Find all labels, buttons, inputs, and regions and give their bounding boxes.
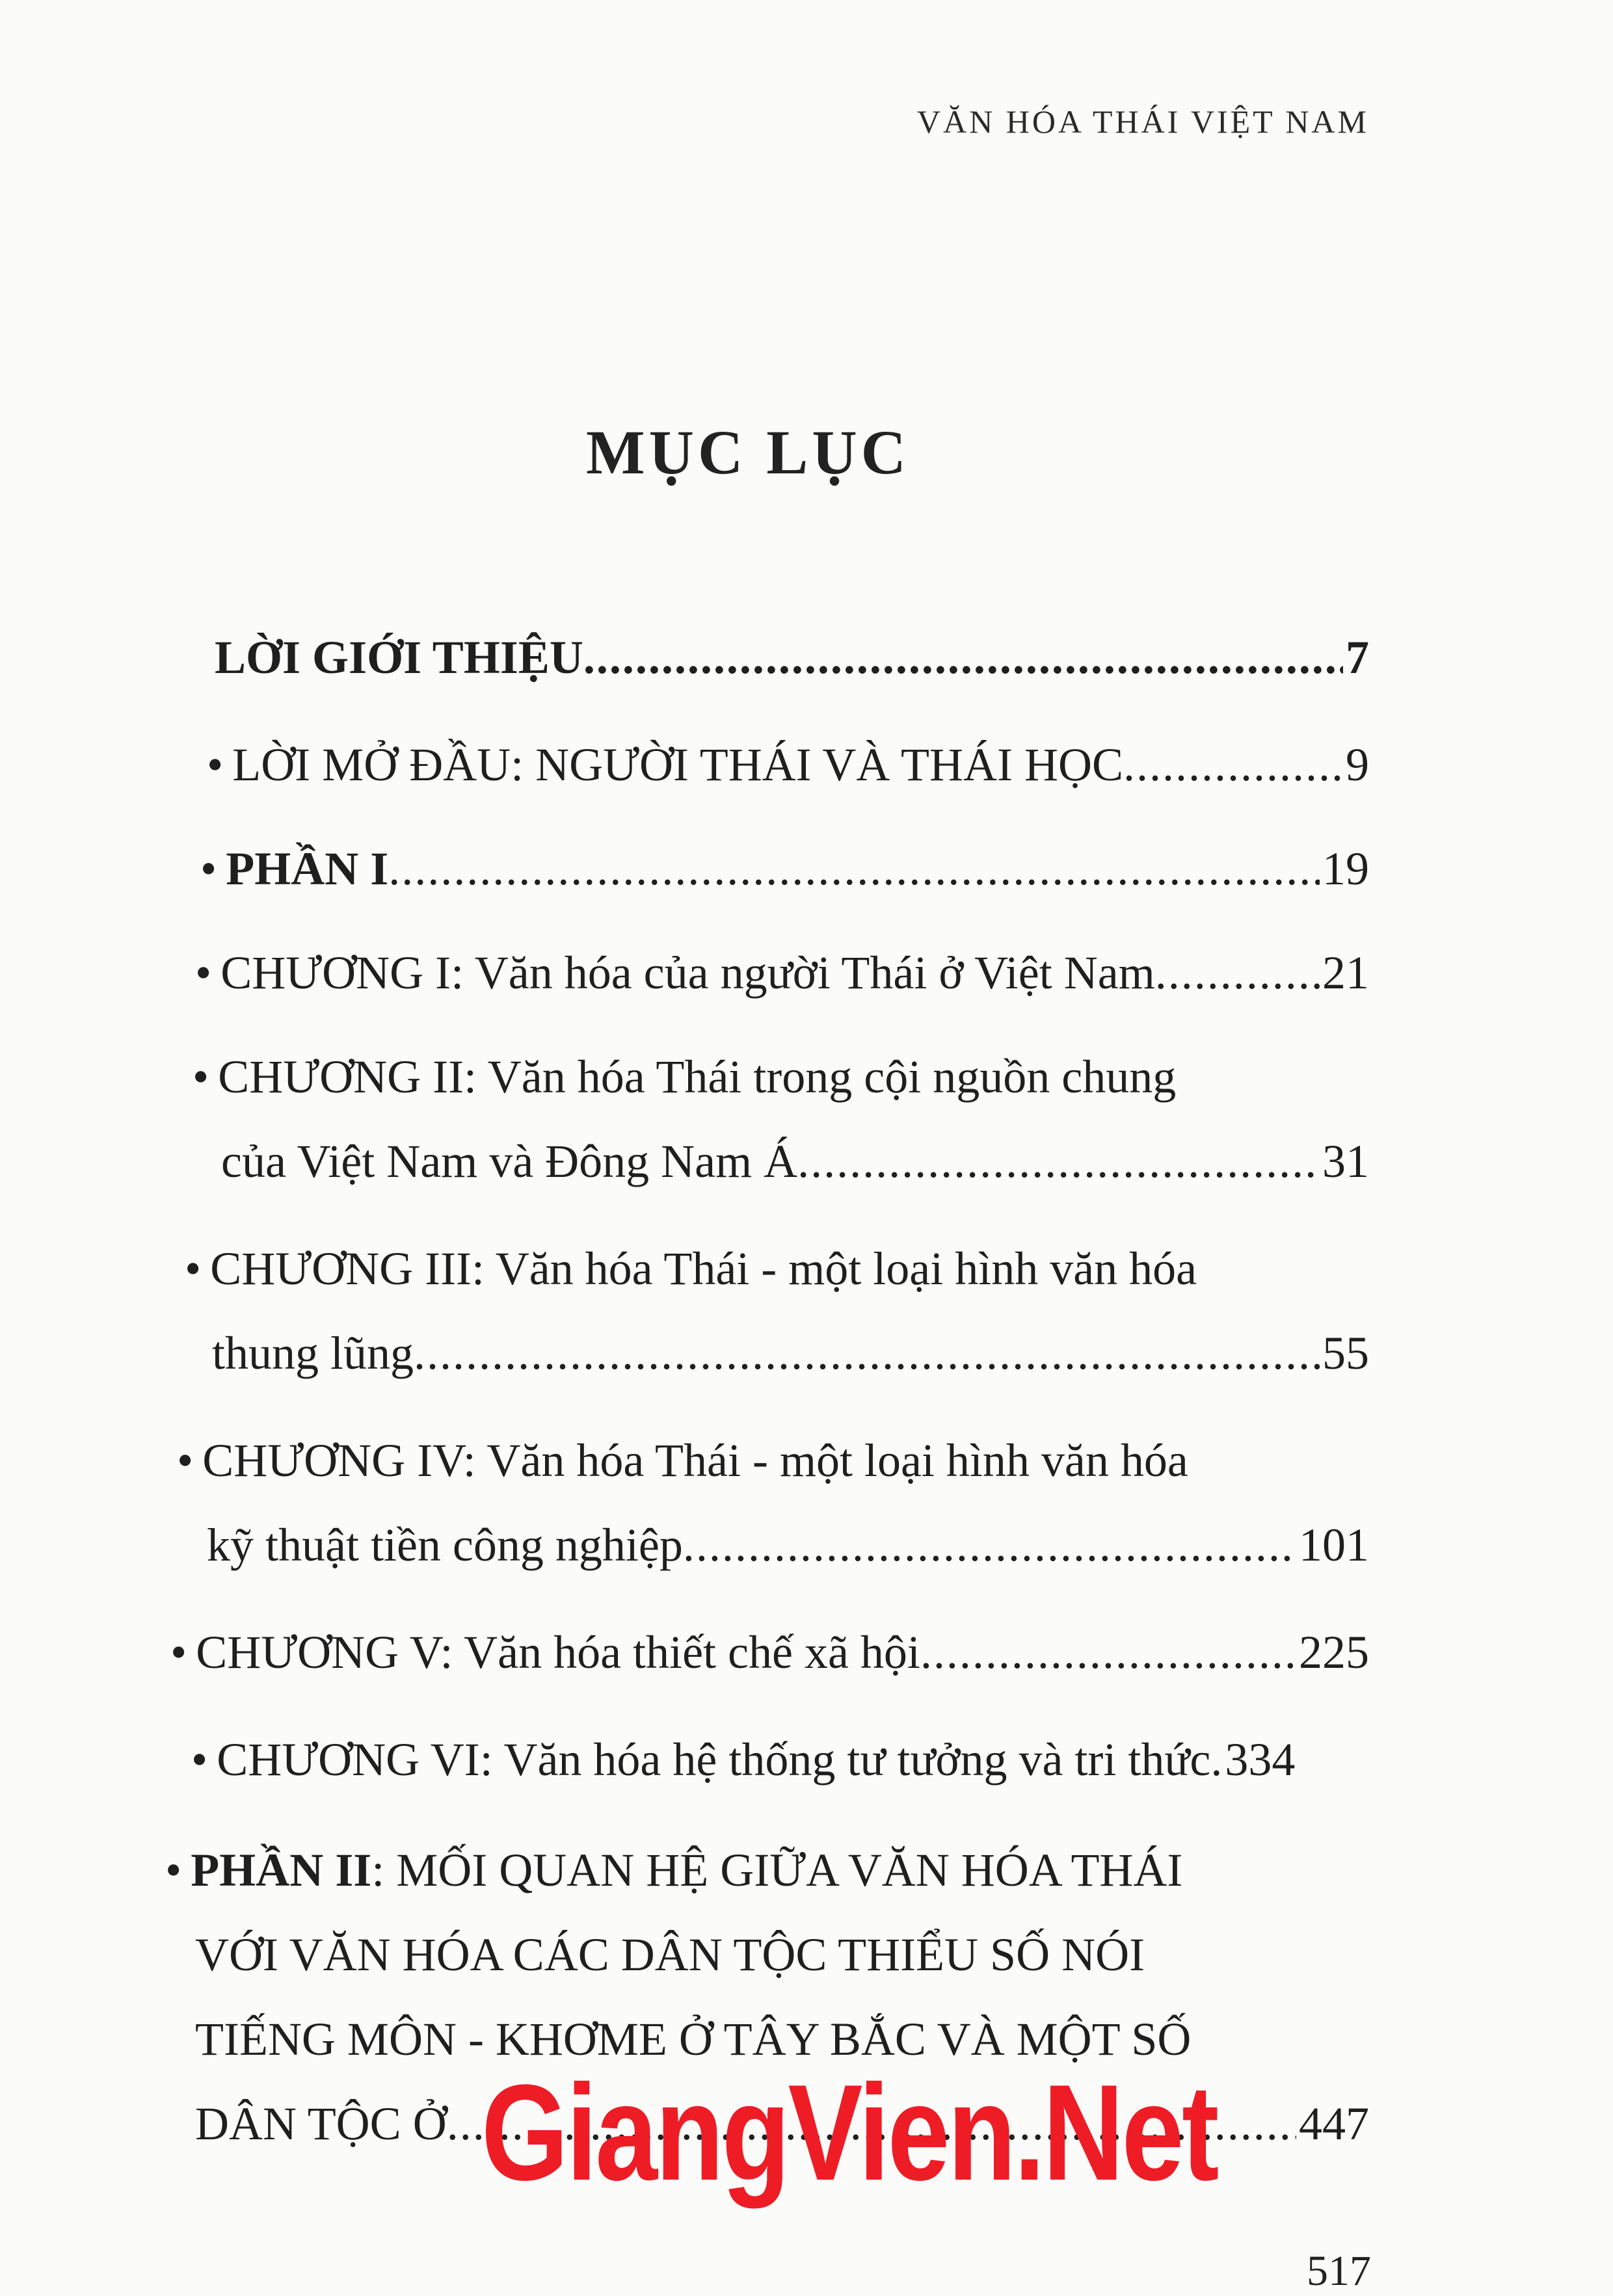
bullet-icon: • [177,1434,194,1486]
toc-entry-label: LỜI GIỚI THIỆU [215,631,583,683]
bullet-icon: • [200,843,217,895]
bullet-icon: • [207,739,224,791]
page-number: 517 [1307,2247,1371,2295]
toc-leader-dots [920,1629,1296,1676]
toc-page-number: 7 [1346,631,1369,683]
toc-entry-chapter-1[interactable] [195,947,1369,999]
toc-entry-label: DÂN TỘC Ở [195,2098,447,2150]
toc-entry-label: LỜI MỞ ĐẦU: NGƯỜI THÁI VÀ THÁI HỌC [232,739,1124,791]
toc-page-number: 19 [1322,843,1369,895]
toc-page-number: 9 [1346,739,1369,791]
toc-entry-label: CHƯƠNG IV: Văn hóa Thái - một loại hình văn hóa [202,1434,1188,1486]
toc-page-number: 31 [1322,1135,1369,1187]
toc-entry-label: CHƯƠNG III: Văn hóa Thái - một loại hình văn hóa [210,1243,1197,1295]
toc-page-number: 225 [1299,1626,1369,1678]
toc-entry-label: CHƯƠNG II: Văn hóa Thái trong cội nguồn chung [218,1051,1177,1103]
toc-entry-chapter-4-line-1[interactable] [177,1434,1369,1486]
toc-leader-dots [683,1522,1296,1568]
toc-leader-dots [797,1138,1320,1185]
toc-entry-chapter-5[interactable] [170,1626,1369,1678]
toc-entry-chapter-4-line-2[interactable] [207,1519,1369,1571]
bullet-icon: • [185,1243,202,1295]
toc-leader-dots [414,1330,1320,1377]
toc-entry-label: PHẦN I [226,843,389,895]
toc-entry-label: của Việt Nam và Đông Nam Á [221,1135,798,1187]
toc-entry-label: CHƯƠNG VI: Văn hóa hệ thống tư tưởng và tri thức. [217,1734,1223,1786]
toc-leader-dots [388,845,1320,892]
toc-entry-label-bold: PHẦN II [191,1844,372,1896]
bullet-icon: • [170,1626,187,1678]
toc-page-number: 334 [1225,1734,1296,1786]
toc-entry-chapter-2-line-2[interactable] [221,1135,1369,1187]
toc-entry-chapter-3-line-1[interactable] [185,1243,1369,1295]
toc-entry-label: CHƯƠNG V: Văn hóa thiết chế xã hội [196,1626,920,1678]
toc-entry-introduction[interactable] [215,631,1369,683]
bullet-icon: • [165,1844,182,1896]
running-header: VĂN HÓA THÁI VIỆT NAM [916,103,1369,140]
toc-entry-part-2-line-2[interactable] [195,1929,1369,1981]
toc-entry-label: CHƯƠNG I: Văn hóa của người Thái ở Việt Nam [220,947,1155,999]
toc-entry-part-1[interactable] [200,843,1369,895]
toc-leader-dots [583,634,1343,681]
toc-entry-label: VỚI VĂN HÓA CÁC DÂN TỘC THIỂU SỐ NÓI [195,1929,1145,1981]
toc-page-number: 101 [1299,1519,1369,1571]
toc-entry-part-2-line-1[interactable] [165,1844,1369,1896]
bullet-icon: • [193,1051,209,1103]
toc-page-number: 55 [1322,1327,1369,1379]
page-title: MỤC LỤC [586,417,910,487]
toc-leader-dots [1123,741,1343,788]
toc-page-number: 21 [1322,947,1369,999]
toc-entry-chapter-3-line-2[interactable] [212,1327,1369,1379]
toc-entry-label: kỹ thuật tiền công nghiệp [207,1519,683,1571]
bullet-icon: • [195,947,212,999]
bullet-icon: • [191,1734,208,1786]
toc-page-number: 447 [1299,2098,1369,2150]
watermark-logo: GiangVien.Net [481,2056,1218,2209]
toc-leader-dots [1155,949,1320,996]
toc-entry-chapter-6[interactable] [191,1734,1369,1786]
toc-entry-label: : MỐI QUAN HỆ GIỮA VĂN HÓA THÁI [371,1844,1183,1896]
toc-entry-label: thung lũng [212,1327,414,1379]
toc-entry-label: TIẾNG MÔN - KHƠME Ở TÂY BẮC VÀ MỘT SỐ [195,2013,1192,2065]
toc-entry-chapter-2-line-1[interactable] [193,1051,1324,1103]
toc-entry-preface[interactable] [207,739,1369,791]
